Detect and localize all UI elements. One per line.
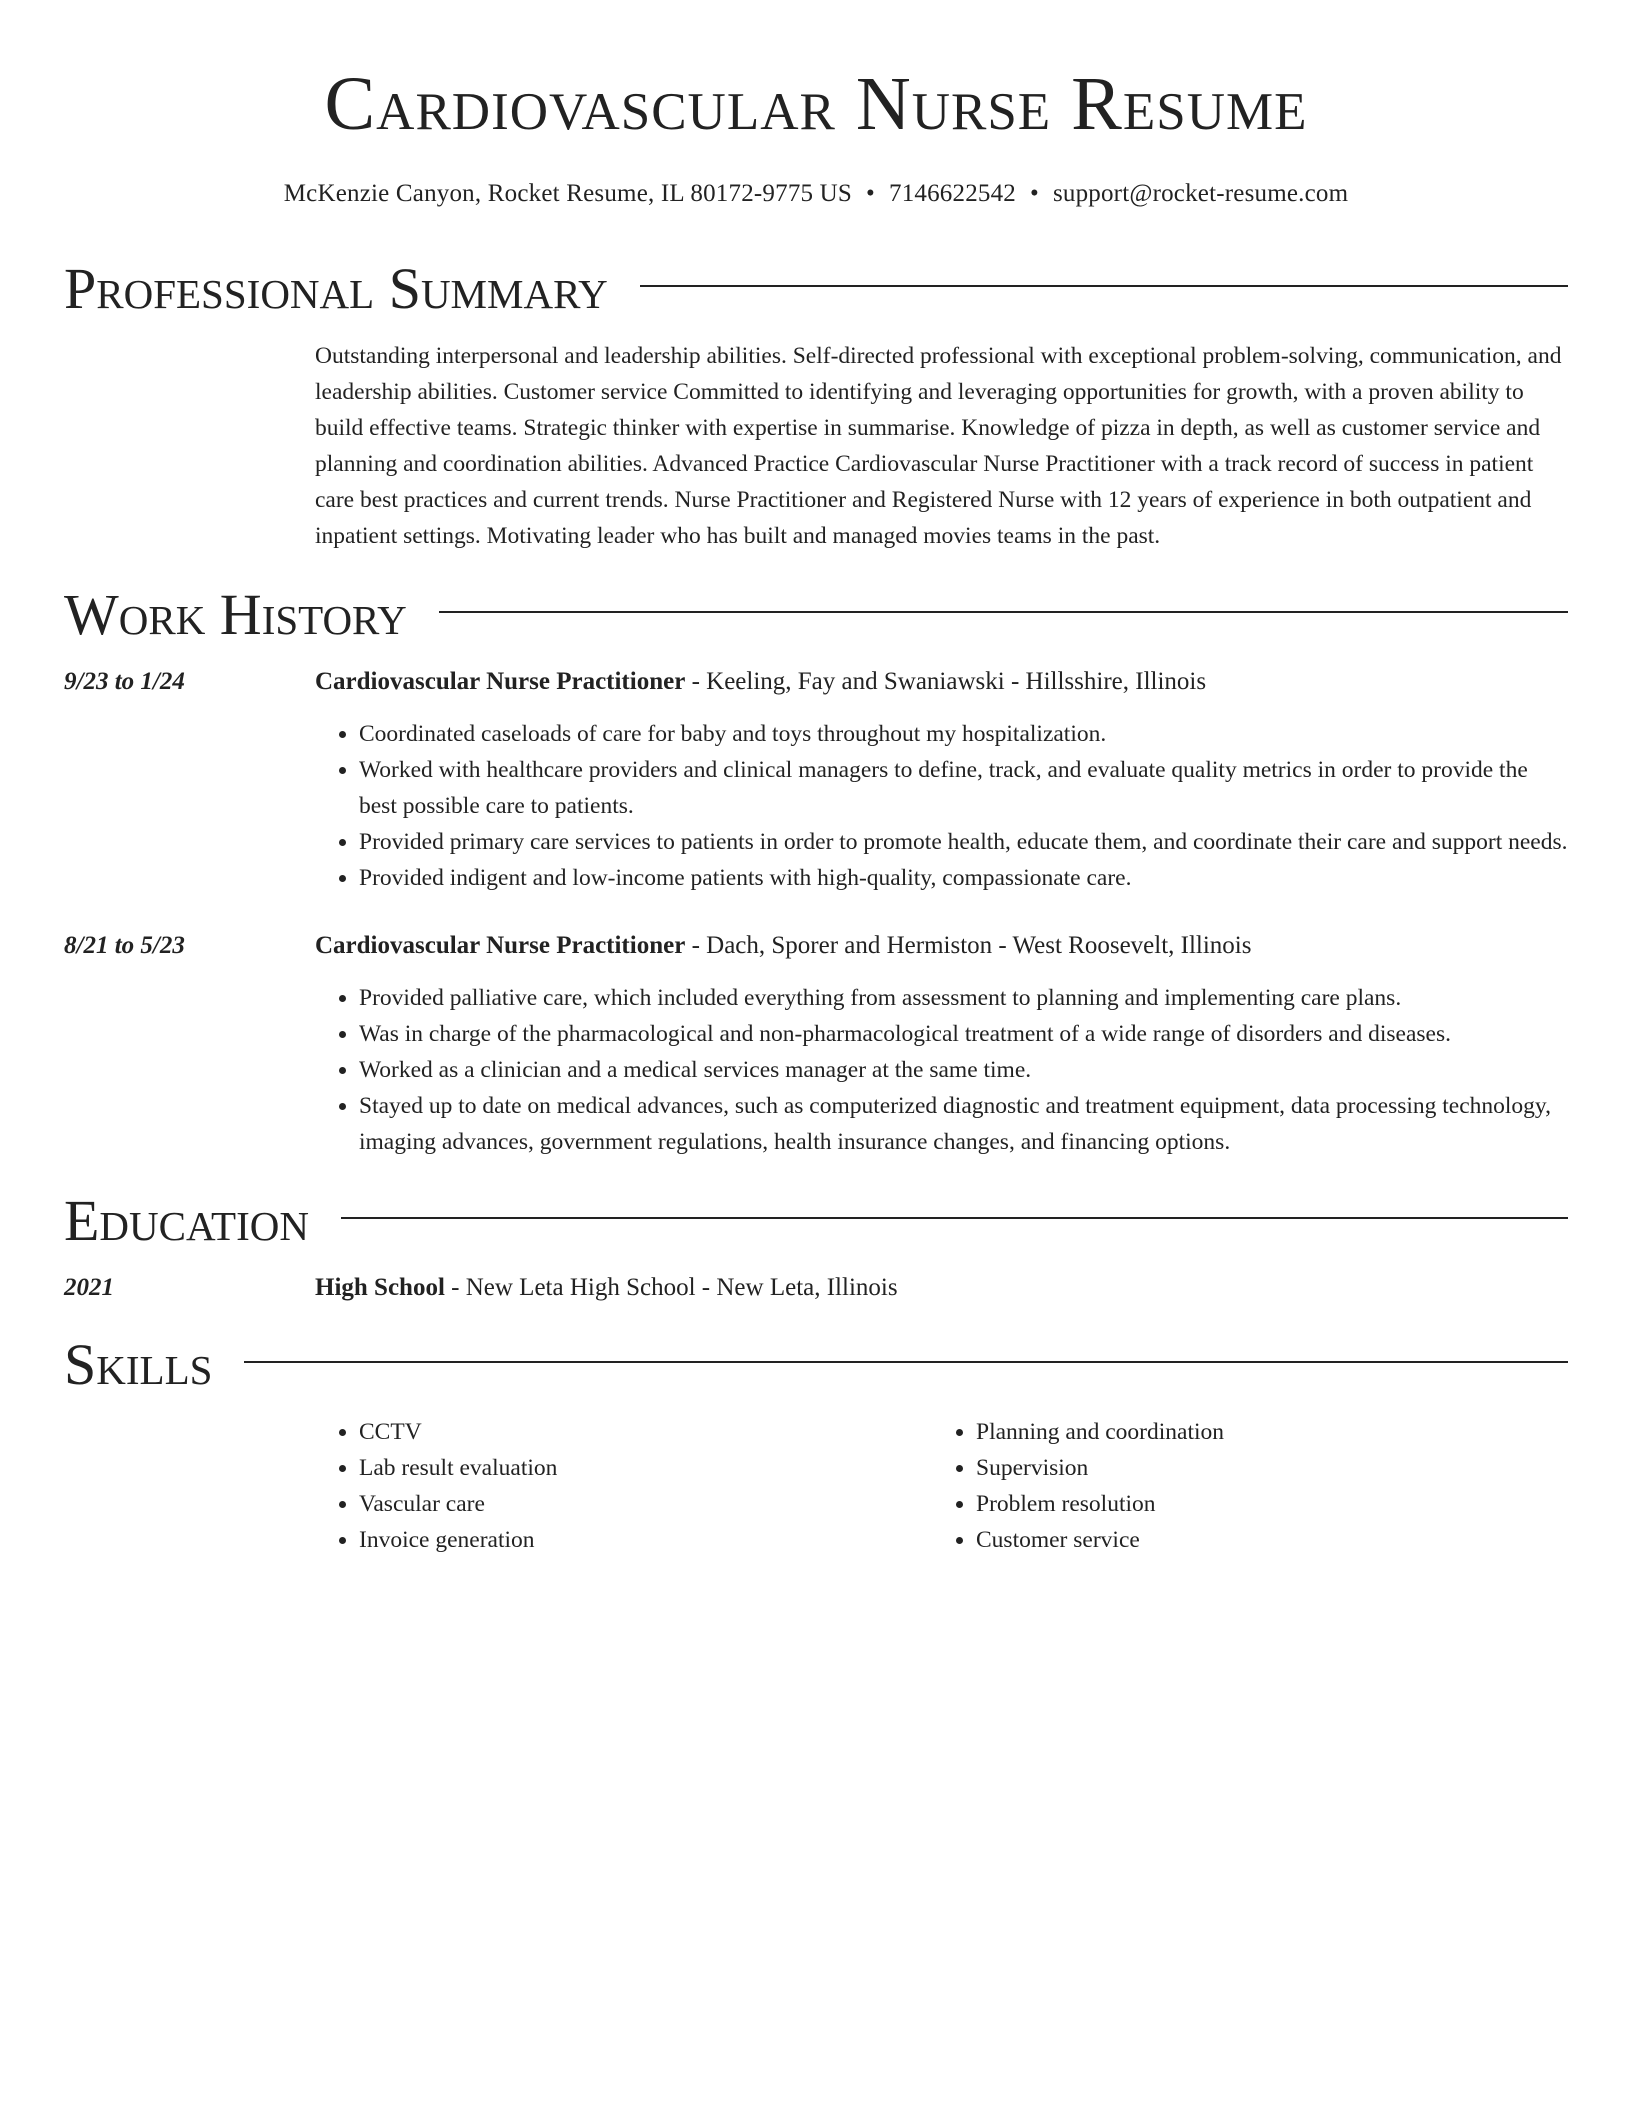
job-employer-location: - Dach, Sporer and Hermiston - West Roosevelt, Illinois [685, 932, 1252, 959]
contact-separator: • [866, 180, 875, 207]
section-heading: Education [64, 1188, 309, 1253]
job-employer-location: - Keeling, Fay and Swaniawski - Hillsshire, Illinois [685, 668, 1207, 695]
job-header [315, 928, 1568, 964]
skill-item: • Lab result evaluation [359, 1450, 932, 1486]
job-bullet: • Stayed up to date on medical advances, such as computerized diagnostic and treatment equipment, data processing technology, imaging advances, government regulations, health insurance changes, and financing options. [359, 1088, 1568, 1160]
job-header [315, 664, 1568, 700]
job-bullet: • Provided palliative care, which included everything from assessment to planning and implementing care plans. [359, 980, 1568, 1016]
job-entry [64, 928, 1568, 1160]
job-bullet: • Worked with healthcare providers and clinical managers to define, track, and evaluate quality metrics in order to provide the best possible care to patients. [359, 752, 1568, 824]
job-title: Cardiovascular Nurse Practitioner [315, 932, 686, 959]
contact-separator: • [1030, 180, 1039, 207]
skills-row [64, 1414, 1568, 1558]
section-divider [244, 1361, 1568, 1363]
education-degree: High School [315, 1274, 445, 1301]
job-entry [64, 664, 1568, 896]
skill-item: • Planning and coordination [976, 1414, 1549, 1450]
contact-address: McKenzie Canyon, Rocket Resume, IL 80172-9775 US [283, 180, 853, 207]
job-bullet: • Worked as a clinician and a medical services manager at the same time. [359, 1052, 1568, 1088]
summary-left-spacer [64, 338, 315, 554]
contact-line [64, 180, 1568, 208]
job-title: Cardiovascular Nurse Practitioner [315, 668, 686, 695]
section-professional-summary [64, 256, 1568, 321]
summary-row [64, 338, 1568, 554]
skills-grid [315, 1414, 1568, 1558]
job-bullet: • Provided indigent and low-income patients with high-quality, compassionate care. [359, 860, 1568, 896]
education-header [315, 1270, 1568, 1306]
section-education [64, 1188, 1568, 1253]
section-heading: Skills [64, 1332, 213, 1397]
section-heading: Professional Summary [64, 256, 608, 321]
skill-item: • CCTV [359, 1414, 932, 1450]
skills-left-spacer [64, 1414, 315, 1558]
contact-email: support@rocket-resume.com [1052, 180, 1349, 207]
skill-item: • Invoice generation [359, 1522, 932, 1558]
section-divider [341, 1217, 1568, 1219]
skill-item: • Vascular care [359, 1486, 932, 1522]
skill-item: • Supervision [976, 1450, 1549, 1486]
education-school-location: - New Leta High School - New Leta, Illinois [444, 1274, 898, 1301]
job-bullet: • Was in charge of the pharmacological and non-pharmacological treatment of a wide range of disorders and diseases. [359, 1016, 1568, 1052]
job-dates: 9/23 to 1/24 [64, 668, 185, 695]
education-entry [64, 1270, 1568, 1306]
job-bullets [315, 980, 1568, 1160]
job-bullets [315, 716, 1568, 896]
section-divider [439, 611, 1568, 613]
resume-title: Cardiovascular Nurse Resume [324, 62, 1308, 146]
section-heading: Work History [64, 582, 407, 647]
section-skills [64, 1332, 1568, 1397]
section-work-history [64, 582, 1568, 647]
contact-phone: 7146622542 [889, 180, 1016, 207]
section-divider [640, 285, 1568, 287]
skill-item: • Problem resolution [976, 1486, 1549, 1522]
summary-text: Outstanding interpersonal and leadership abilities. Self-directed professional with exceptional problem-solving, communication, and leadership abilities. Customer service Committed to identifying and leveraging opportunities for growth, with a proven ability to build effective teams. Strategic thinker with expertise in summarise. Knowledge of pizza in depth, as well as customer service and planning and coordination abilities. Advanced Practice Cardiovascular Nurse Practitioner with a track record of success in patient care best practices and current trends. Nurse Practitioner and Registered Nurse with 12 years of experience in both outpatient and inpatient settings. Motivating leader who has built and managed movies teams in the past. [315, 343, 1562, 549]
job-bullet: • Provided primary care services to patients in order to promote health, educate them, and coordinate their care and support needs. [359, 824, 1568, 860]
skills-column-right [932, 1414, 1549, 1558]
skill-item: • Customer service [976, 1522, 1549, 1558]
job-dates: 8/21 to 5/23 [64, 932, 185, 959]
education-year: 2021 [64, 1274, 114, 1301]
skills-column-left [315, 1414, 932, 1558]
job-bullet: • Coordinated caseloads of care for baby and toys throughout my hospitalization. [359, 716, 1568, 752]
